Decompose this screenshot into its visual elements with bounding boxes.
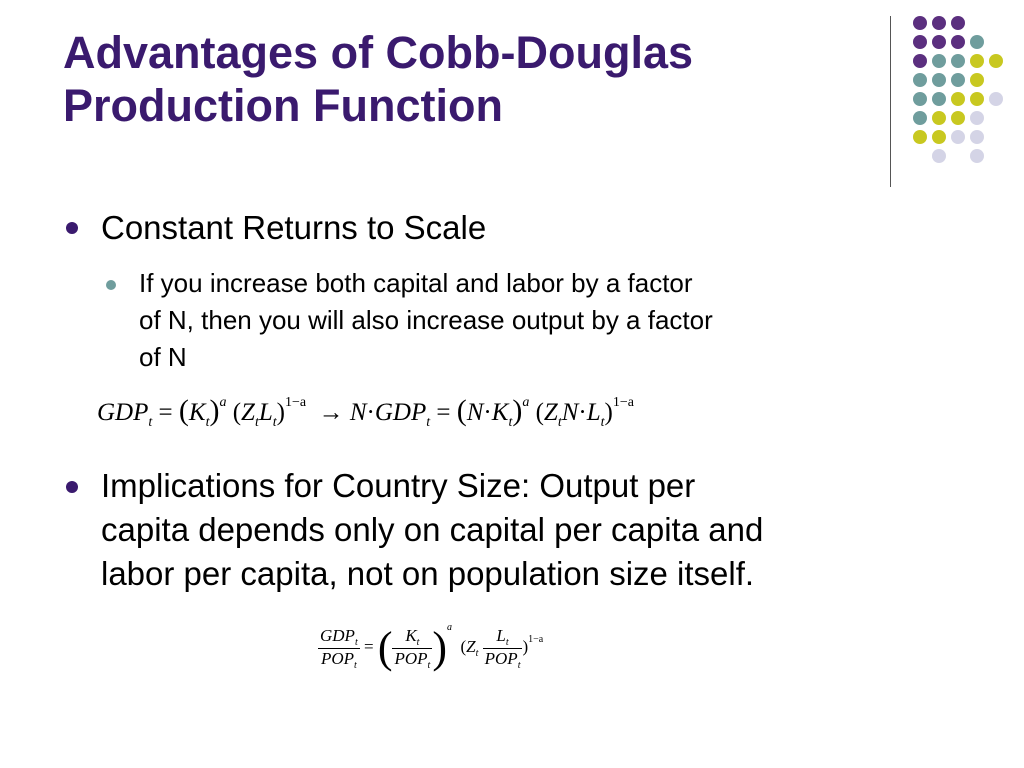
- eq1-n: N: [466, 399, 484, 426]
- bullet2-line-1: Implications for Country Size: Output per: [101, 467, 696, 504]
- decor-dot: [951, 16, 965, 30]
- eq1-paren: (: [232, 399, 242, 426]
- decor-dot: [989, 54, 1003, 68]
- decor-dot: [970, 54, 984, 68]
- eq1-sub-t: t: [508, 415, 513, 430]
- eq2-z: Z: [466, 637, 476, 656]
- bullet-constant-returns: Constant Returns to Scale: [101, 209, 487, 246]
- slide-title: [63, 26, 693, 132]
- eq2-gdp: GDP: [320, 625, 355, 645]
- eq2-den: [392, 649, 432, 671]
- eq2-paren: ): [432, 623, 447, 673]
- eq2-frac-gdp-pop: [318, 626, 360, 671]
- decor-dot: [913, 73, 927, 87]
- bullet-country-size: [101, 464, 763, 596]
- title-line-2: Production Function: [63, 80, 503, 131]
- eq2-sub-t: t: [354, 636, 358, 648]
- equation-constant-returns: [97, 394, 634, 431]
- eq1-sub-t: t: [254, 415, 259, 430]
- eq1-exp-1-a: 1−a: [284, 395, 307, 410]
- decor-dot: [913, 35, 927, 49]
- title-line-1: Advantages of Cobb-Douglas: [63, 27, 694, 78]
- eq1-l: L: [258, 399, 273, 426]
- eq1-l: L: [586, 399, 601, 426]
- equation-per-capita: [318, 622, 543, 671]
- eq2-sub-t: t: [354, 659, 357, 671]
- eq1-paren: (: [456, 394, 467, 427]
- eq1-n: N: [349, 399, 367, 426]
- eq1-dot: ·: [366, 399, 375, 426]
- decor-dot: [932, 130, 946, 144]
- eq1-sub-t: t: [205, 415, 210, 430]
- eq1-paren: (: [178, 394, 189, 427]
- eq1-sub-t: t: [148, 415, 153, 430]
- eq1-exp-a: a: [522, 395, 530, 410]
- eq1-paren: ): [276, 399, 285, 426]
- eq2-pop: POP: [394, 648, 428, 668]
- eq1-gdp: GDP: [97, 399, 149, 426]
- eq2-num: [318, 626, 360, 649]
- decor-dot: [932, 149, 946, 163]
- eq1-paren: ): [209, 394, 220, 427]
- eq1-z: Z: [543, 399, 558, 426]
- eq2-paren: (: [377, 623, 393, 673]
- eq2-exp-a: a: [446, 622, 452, 633]
- decor-dot: [932, 92, 946, 106]
- decor-dot: [970, 130, 984, 144]
- eq2-sub-t: t: [517, 659, 521, 671]
- eq1-dot: ·: [483, 399, 492, 426]
- eq1-equals: =: [158, 399, 173, 426]
- bullet2-line-3: labor per capita, not on population size itself.: [101, 555, 755, 592]
- eq2-sub-t: t: [475, 648, 479, 659]
- bullet-marker: [66, 222, 78, 234]
- decor-dot: [932, 54, 946, 68]
- bullet2-line-2: capita depends only on capital per capita and: [101, 511, 764, 548]
- eq1-k: K: [491, 399, 509, 426]
- eq2-paren: ): [522, 637, 529, 656]
- decor-dot: [989, 92, 1003, 106]
- decor-dot: [932, 111, 946, 125]
- eq2-den: [483, 649, 523, 671]
- eq2-num: [392, 626, 432, 649]
- decor-dot: [951, 111, 965, 125]
- decor-dot: [932, 73, 946, 87]
- decor-dot: [951, 92, 965, 106]
- eq1-k: K: [188, 399, 206, 426]
- eq2-sub-t: t: [427, 659, 431, 671]
- eq2-frac-k-pop: [392, 626, 432, 671]
- eq1-exp-1-a: 1−a: [612, 395, 634, 410]
- eq1-dot: ·: [578, 399, 587, 426]
- sub-bullet-line-1: If you increase both capital and labor by a factor: [139, 268, 693, 298]
- sub-bullet-line-3: of N: [139, 342, 187, 372]
- eq1-paren: ): [604, 399, 613, 426]
- decor-dot: [970, 92, 984, 106]
- eq1-sub-t: t: [557, 415, 562, 430]
- eq1-exp-a: a: [219, 395, 227, 410]
- eq1-n: N: [561, 399, 579, 426]
- eq2-frac-l-pop: [483, 626, 523, 671]
- eq1-z: Z: [241, 399, 255, 426]
- eq2-pop: POP: [484, 648, 518, 668]
- eq1-paren: ): [512, 394, 523, 427]
- eq2-num: [483, 626, 523, 649]
- decor-dot: [970, 111, 984, 125]
- eq1-sub-t: t: [272, 415, 277, 430]
- sub-bullet-line-2: of N, then you will also increase output by a factor: [139, 305, 713, 335]
- decor-dot: [951, 54, 965, 68]
- eq1-sub-t: t: [426, 415, 431, 430]
- decor-dot: [932, 35, 946, 49]
- eq2-sub-t: t: [505, 636, 509, 648]
- decor-dot: [913, 16, 927, 30]
- eq2-sub-t: t: [416, 636, 420, 648]
- eq2-k: K: [405, 625, 417, 645]
- eq1-arrow: →: [318, 399, 344, 426]
- decor-dot: [913, 130, 927, 144]
- eq1-sub-t: t: [600, 415, 605, 430]
- eq2-den: [318, 649, 360, 671]
- bullet-marker: [66, 481, 78, 493]
- decor-dot: [951, 35, 965, 49]
- decor-dot: [932, 16, 946, 30]
- decor-dot: [951, 73, 965, 87]
- decor-dot: [913, 111, 927, 125]
- eq2-exp-1-a: 1−a: [528, 634, 544, 645]
- sub-bullet-marker: [106, 280, 116, 290]
- eq2-equals: =: [363, 637, 374, 656]
- decor-dot: [913, 92, 927, 106]
- divider-line: [890, 16, 891, 187]
- eq2-paren: (: [460, 637, 467, 656]
- decor-dot: [970, 73, 984, 87]
- sub-bullet-text: [139, 265, 713, 376]
- decor-dot: [970, 35, 984, 49]
- eq1-paren: (: [535, 399, 544, 426]
- eq2-l: L: [496, 625, 506, 645]
- eq1-gdp: GDP: [374, 399, 427, 426]
- eq2-pop: POP: [320, 648, 354, 668]
- decor-dot: [951, 130, 965, 144]
- decor-dot: [970, 149, 984, 163]
- eq1-equals: =: [436, 399, 451, 426]
- decor-dot: [913, 54, 927, 68]
